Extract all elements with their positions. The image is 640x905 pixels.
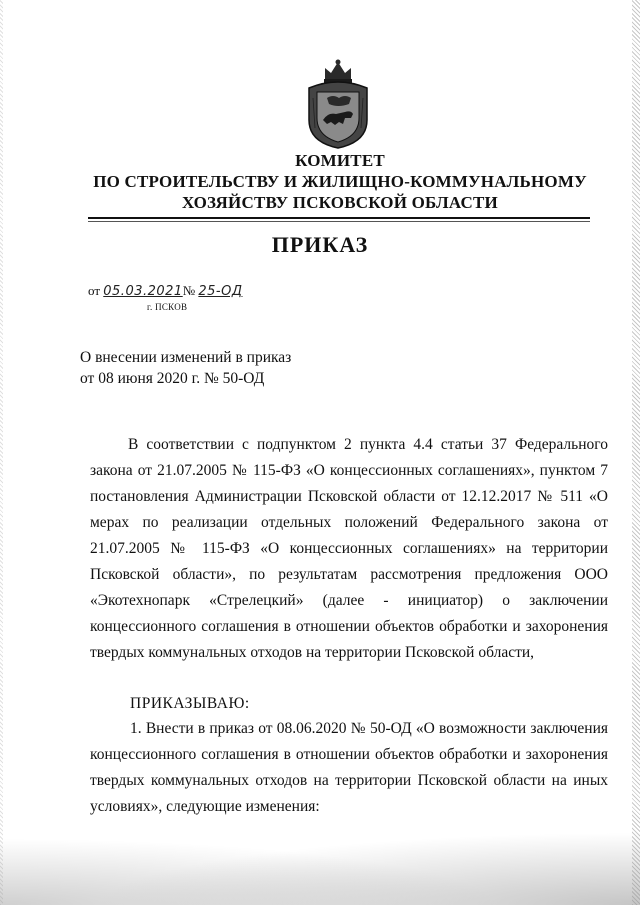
order-number: 25-ОД xyxy=(198,284,243,299)
city-label: г. ПСКОВ xyxy=(147,302,188,312)
order-date-number xyxy=(88,283,242,299)
preamble-paragraph: В соответствии с подпунктом 2 пункта 4.4 статьи 37 Федерального закона от 21.07.2005 № 115-ФЗ «О концессионных соглашениях», пунктом 7 постановления Администрации Псковской области от 12.12.2017 № 511 «О мерах по реализации отдельных положений Федерального закона от 21.07.2005 № 115-ФЗ «О концессионных соглашениях» на территории Псковской области», по результатам рассмотрения предложения ООО «Экотехнопарк «Стрелецкий» (далее - инициатор) о заключении концессионного соглашения в отношении объектов обработки и захоронения твердых коммунальных отходов на территории Псковской области, xyxy=(90,436,608,661)
decree-word: ПРИКАЗЫВАЮ: xyxy=(130,695,250,712)
subject-line-2: от 08 июня 2020 г. № 50-ОД xyxy=(80,370,265,387)
order-date: 05.03.2021 xyxy=(103,284,183,299)
scan-edge-left xyxy=(0,0,3,905)
header-divider-thin xyxy=(88,221,590,222)
order-item-1: 1. Внести в приказ от 08.06.2020 № 50-ОД «О возможности заключения концессионного соглашения в отношении объектов обработки и захоронения твердых коммунальных отходов на территории Псковской области на иных условиях», следующие изменения: xyxy=(90,720,608,815)
committee-header xyxy=(60,150,620,213)
scan-edge-right xyxy=(632,0,640,905)
scan-shadow-bottom xyxy=(0,820,640,905)
committee-line-2: ПО СТРОИТЕЛЬСТВУ И ЖИЛИЩНО-КОММУНАЛЬНОМУ xyxy=(93,172,587,191)
header-divider xyxy=(88,217,590,219)
date-prefix: от xyxy=(88,283,101,298)
pskov-coat-of-arms-icon xyxy=(295,58,381,150)
number-sign: № xyxy=(182,283,196,298)
committee-line-3: ХОЗЯЙСТВУ ПСКОВСКОЙ ОБЛАСТИ xyxy=(182,193,498,212)
committee-line-1: КОМИТЕТ xyxy=(295,151,385,170)
order-title: ПРИКАЗ xyxy=(271,232,369,257)
subject-line-1: О внесении изменений в приказ xyxy=(80,349,292,366)
order-subject xyxy=(80,347,291,389)
